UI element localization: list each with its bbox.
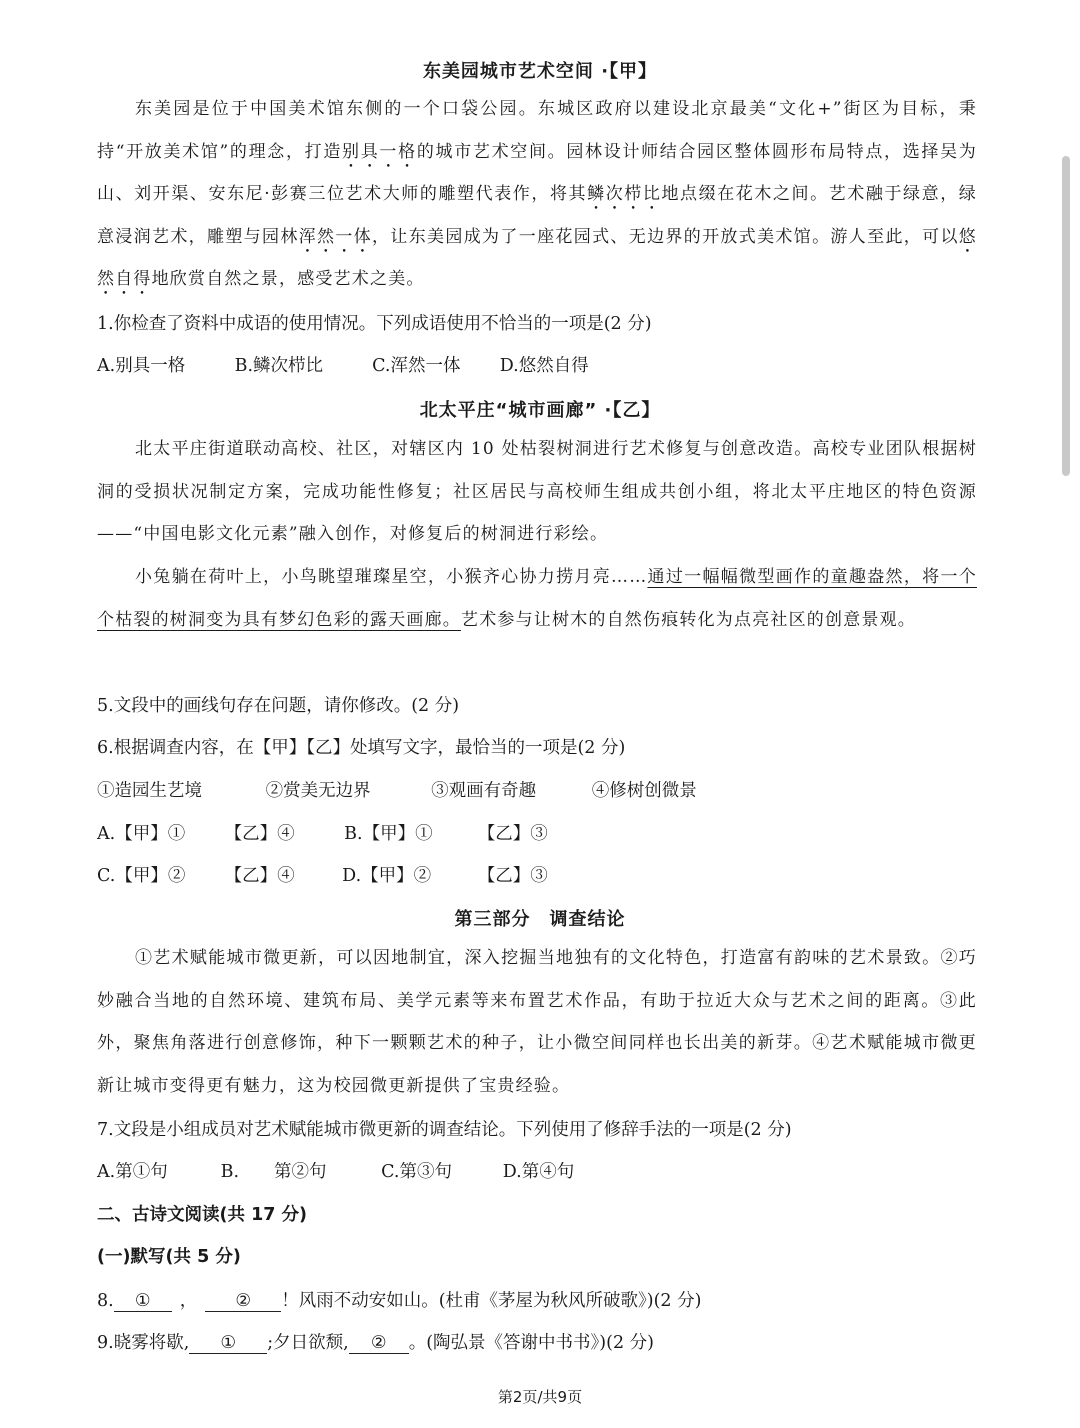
jia-text-4: ，让东美园成为了一座花园式、无边界的开放式美术馆。游人至此，可以 [372,226,959,247]
yi-text-start: 小兔躺在荷叶上，小鸟眺望璀璨星空，小猴齐心协力捞月亮…… [135,567,648,587]
idiom-4: 悠然自得 [97,226,977,289]
question-9 [97,1329,654,1354]
question-6-options-row-2 [97,862,548,887]
q6-choice-4: ④修树创微景 [591,781,697,801]
q6-choice-1: ①造园生艺境 [97,781,202,801]
question-1-stem: 1.你检查了资料中成语的使用情况。下列成语使用不恰当的一项是(2 分) [97,314,652,334]
q7-option-b: B. 第②句 [220,1162,327,1182]
question-8 [97,1287,701,1312]
q6-choice-2: ②赏美无边界 [265,781,371,801]
q6-option-c-jia: C.【甲】② [97,866,186,886]
q9-blank-2: ② [349,1333,409,1354]
part-3-title: 第三部分 调查结论 [454,909,626,930]
q9-prefix: 9.晓雾将歇, [97,1333,190,1353]
jia-text-1: 东美园是位于中国美术馆东侧的一个口袋公园。东城区政府以建设北京最美“文化+”街区为目标，秉持“开放美术馆”的理念，打造 [97,99,977,162]
q8-separator: ， [179,1291,198,1311]
page-number: 第2页/共9页 [497,1388,583,1406]
section-yi-paragraph-2 [97,556,977,641]
q8-blank-2: ② [205,1291,281,1312]
section-yi-title: 北太平庄“城市画廊” ·【乙】 [419,400,661,421]
section-2-title: 二、古诗文阅读(共 17 分) [97,1205,308,1225]
section-yi-paragraph-1: 北太平庄街道联动高校、社区，对辖区内 10 处枯裂树洞进行艺术修复与创意改造。高校专业团队根据树洞的受损状况制定方案，完成功能性修复；社区居民与高校师生组成共创小组，将北太平庄地区的特色资源——“中国电影文化元素”融入创作，对修复后的树洞进行彩绘。 [97,439,977,544]
question-1-options [97,352,589,377]
yi-text-end: 艺术参与让树木的自然伤痕转化为点亮社区的创意景观。 [461,609,916,630]
q1-option-d: D.悠然自得 [499,356,589,376]
jia-text-3: 地点缀在花木之间。艺术融于绿意，绿意浸润艺术，雕塑与园林 [97,184,977,247]
q6-option-d-jia: D.【甲】② [342,866,432,886]
q9-rest: 。(陶弘景《答谢中书书》)(2 分) [408,1333,654,1353]
q9-blank-1: ① [189,1333,267,1354]
q7-option-d: D.第④句 [502,1162,575,1182]
q6-option-b-yi: 【乙】③ [477,824,548,844]
question-7-options [97,1158,574,1183]
q1-option-b: B.鳞次栉比 [234,356,324,376]
jia-text-5: 地欣赏自然之景，感受艺术之美。 [151,269,425,289]
part-3-paragraph: ①艺术赋能城市微更新，可以因地制宜，深入挖掘当地独有的文化特色，打造富有韵味的艺术景致。②巧妙融合当地的自然环境、建筑布局、美学元素等来布置艺术作品，有助于拉近大众与艺术之间的距离。③此外，聚焦角落进行创意修饰，种下一颗颗艺术的种子，让小微空间同样也长出美的新芽。④艺术赋能城市微更新让城市变得更有魅力，这为校园微更新提供了宝贵经验。 [97,948,977,1096]
question-6-stem: 6.根据调查内容，在【甲】【乙】处填写文字，最恰当的一项是(2 分) [97,738,626,758]
q6-option-d-yi: 【乙】③ [477,866,548,886]
q6-option-b-jia: B.【甲】① [344,824,433,844]
q6-option-c-yi: 【乙】④ [224,866,295,886]
q6-option-a-jia: A.【甲】① [97,824,186,844]
idiom-2: 鳞次栉比 [587,184,662,204]
q6-choice-3: ③观画有奇趣 [431,781,537,801]
question-6-choices [97,777,697,802]
q7-option-c: C.第③句 [381,1162,452,1182]
underlined-sentence: 通过一幅幅微型画作的童趣盎然，将一个个枯裂的树洞变为具有梦幻色彩的露天画廊。 [97,567,977,630]
question-6-options-row-1 [97,820,548,845]
q7-option-a: A.第①句 [97,1162,168,1182]
question-5-stem: 5.文段中的画线句存在问题，请你修改。(2 分) [97,696,460,716]
q8-rest: ！风雨不动安如山。(杜甫《茅屋为秋风所破歌》)(2 分) [281,1291,702,1311]
q1-option-a: A.别具一格 [97,356,186,376]
question-7-stem: 7.文段是小组成员对艺术赋能城市微更新的调查结论。下列使用了修辞手法的一项是(2 分) [97,1120,792,1140]
section-jia-title: 东美园城市艺术空间 ·【甲】 [422,61,658,82]
q1-option-c: C.浑然一体 [372,356,461,376]
scrollbar[interactable] [1062,156,1070,476]
q9-middle: ;夕日欲颓, [267,1333,349,1353]
section-2-subtitle: (一)默写(共 5 分) [97,1247,241,1267]
q8-number: 8. [97,1291,114,1311]
idiom-3: 浑然一体 [298,226,373,247]
q6-option-a-yi: 【乙】④ [224,824,295,844]
section-jia-paragraph [97,88,977,301]
q8-blank-1: ① [114,1291,172,1312]
jia-text-2: 的城市艺术空间。园林设计师结合园区整体圆形布局特点，选择吴为山、刘开渠、安东尼·彭赛三位艺术大师的雕塑代表作，将其 [97,141,978,204]
idiom-1: 别具一格 [342,141,417,162]
